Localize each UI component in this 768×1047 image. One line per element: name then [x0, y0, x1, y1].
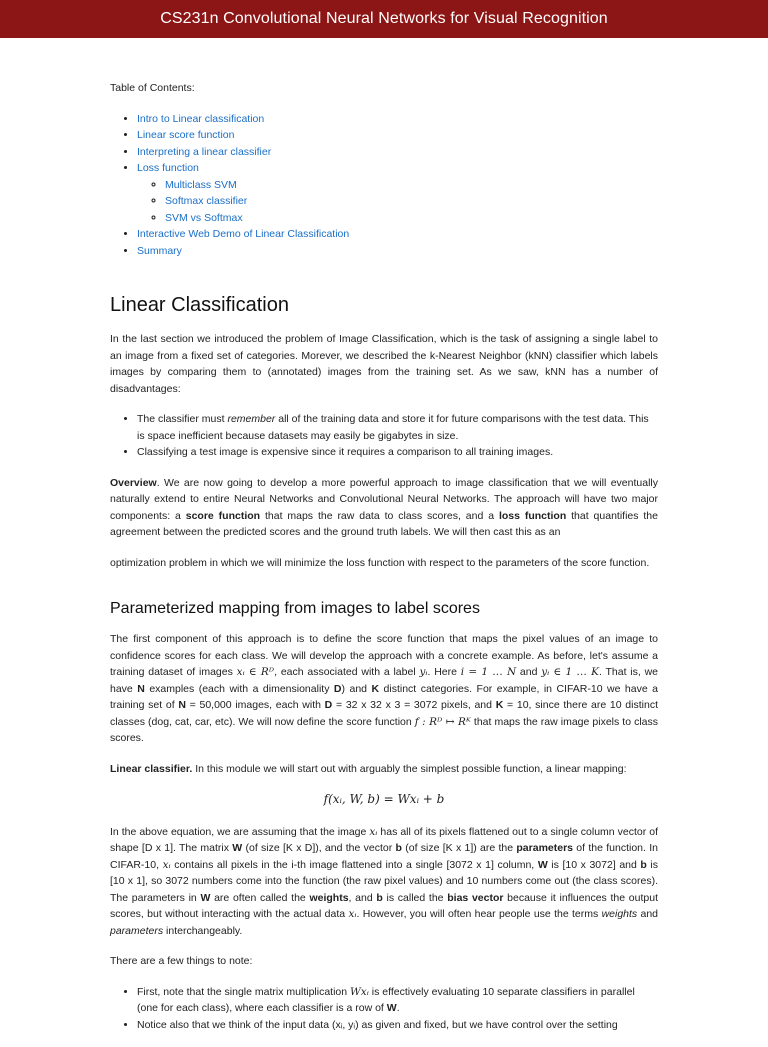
toc-subitem: [165, 193, 658, 210]
toc-item: [137, 111, 658, 128]
linear-classifier-paragraph: Linear classifier. In this module we will start out with arguably the simplest possible function, a linear mapping:: [110, 762, 627, 775]
toc-subitem: [165, 177, 658, 194]
toc-subitem: [165, 210, 658, 227]
toc-item: [137, 144, 658, 161]
list-item: • The classifier must remember all of the training data and store it for future comparisons with the test data. This is space inefficient because datasets may easily be gigabytes in size.: [137, 411, 658, 444]
article: [110, 80, 658, 1047]
table-of-contents: [110, 111, 658, 260]
toc-item: [137, 226, 658, 243]
intro-paragraph: In the last section we introduced the problem of Image Classification, which is the task of assigning a single label to an image from a fixed set of categories. Morever, we described the k-Nearest Neighbor (kNN) classifier which labels images by comparing them to (annotated) images from the training set. As we saw, kNN has a number of disadvantages:: [110, 333, 658, 395]
toc-sublist: [137, 177, 658, 227]
toc-label: Table of Contents:: [110, 82, 195, 94]
list-item: • Notice also that we think of the input data (xᵢ, yᵢ) as given and fixed, but we have control over the setting: [137, 1017, 658, 1034]
list-item: • First, note that the single matrix multiplication Wxᵢ is effectively evaluating 10 separate classifiers in parallel (one for each class), where each classifier is a row of W.: [137, 984, 658, 1017]
toc-link-summary[interactable]: Summary: [137, 244, 182, 257]
toc-link-intro[interactable]: Intro to Linear classification: [137, 112, 265, 125]
equation-explanation-paragraph: In the above equation, we are assuming that the image xᵢ has all of its pixels flattened out to a single column vector of shape [D x 1]. The matrix W (of size [K x D]), and the vector b (of size [K x 1]) are the parameters of the function. In CIFAR-10, xᵢ contains all pixels in the i-th image flattened into a single [3072 x 1] column, W is [10 x 3072] and b is [10 x 1], so 3072 numbers come into the function (the raw pixel values) and 10 numbers come out (the class scores). The parameters in W are often called the weights, and b is called the bias vector because it influences the output scores, but without interacting with the actual data xᵢ. However, you will often hear people use the terms weights and parameters interchangeably.: [110, 825, 659, 937]
site-title[interactable]: CS231n Convolutional Neural Networks for Visual Recognition: [160, 9, 608, 27]
toc-link-score-function[interactable]: Linear score function: [137, 129, 235, 141]
few-things-paragraph: There are a few things to note:: [110, 955, 253, 967]
overview-continuation: optimization problem in which we will minimize the loss function with respect to the parameters of the score function.: [110, 556, 650, 569]
notes-list: [110, 984, 658, 1034]
overview-paragraph: Overview. We are now going to develop a more powerful approach to image classification that we will eventually naturally extend to entire Neural Networks and Convolutional Neural Networks. The approach will have two major components: a score function that maps the raw data to class scores, and a loss function that quantifies the agreement between the predicted scores and the ground truth labels. We will then cast this as an: [110, 476, 658, 538]
toc-item: [137, 160, 658, 226]
list-item: • Classifying a test image is expensive since it requires a comparison to all training images.: [137, 444, 658, 461]
section-title-parameterized-mapping: Parameterized mapping from images to label scores: [110, 600, 480, 617]
linear-mapping-equation: f(xᵢ, W, b) = Wxᵢ + b: [323, 792, 445, 806]
site-header: [0, 0, 768, 38]
toc-link-svm-vs-softmax[interactable]: SVM vs Softmax: [165, 211, 243, 224]
toc-link-multiclass-svm[interactable]: Multiclass SVM: [165, 178, 237, 191]
toc-item: [137, 243, 658, 260]
toc-link-web-demo[interactable]: Interactive Web Demo of Linear Classification: [137, 228, 350, 240]
toc-link-softmax[interactable]: Softmax classifier: [165, 195, 248, 207]
score-function-paragraph: The first component of this approach is to define the score function that maps the pixel values of an image to confidence scores for each class. We will develop the approach with a concrete example. As before, let's assume a training dataset of images xᵢ ∈ Rᴰ, each associated with a label yᵢ. Here i = 1 … N and yᵢ ∈ 1 … K. That is, we have N examples (each with a dimensionality D) and K distinct categories. For example, in CIFAR-10 we have a training set of N = 50,000 images, each with D = 32 x 32 x 3 = 3072 pixels, and K = 10, since there are 10 distinct classes (dog, cat, car, etc). We will now define the score function f : Rᴰ ↦ Rᴷ that maps the raw image pixels to class scores.: [110, 633, 659, 744]
disadvantages-list: [110, 411, 658, 461]
toc-link-interpreting[interactable]: Interpreting a linear classifier: [137, 145, 272, 158]
section-title-linear-classification: Linear Classification: [110, 294, 289, 316]
toc-link-loss-function[interactable]: Loss function: [137, 162, 199, 174]
toc-item: [137, 127, 658, 144]
